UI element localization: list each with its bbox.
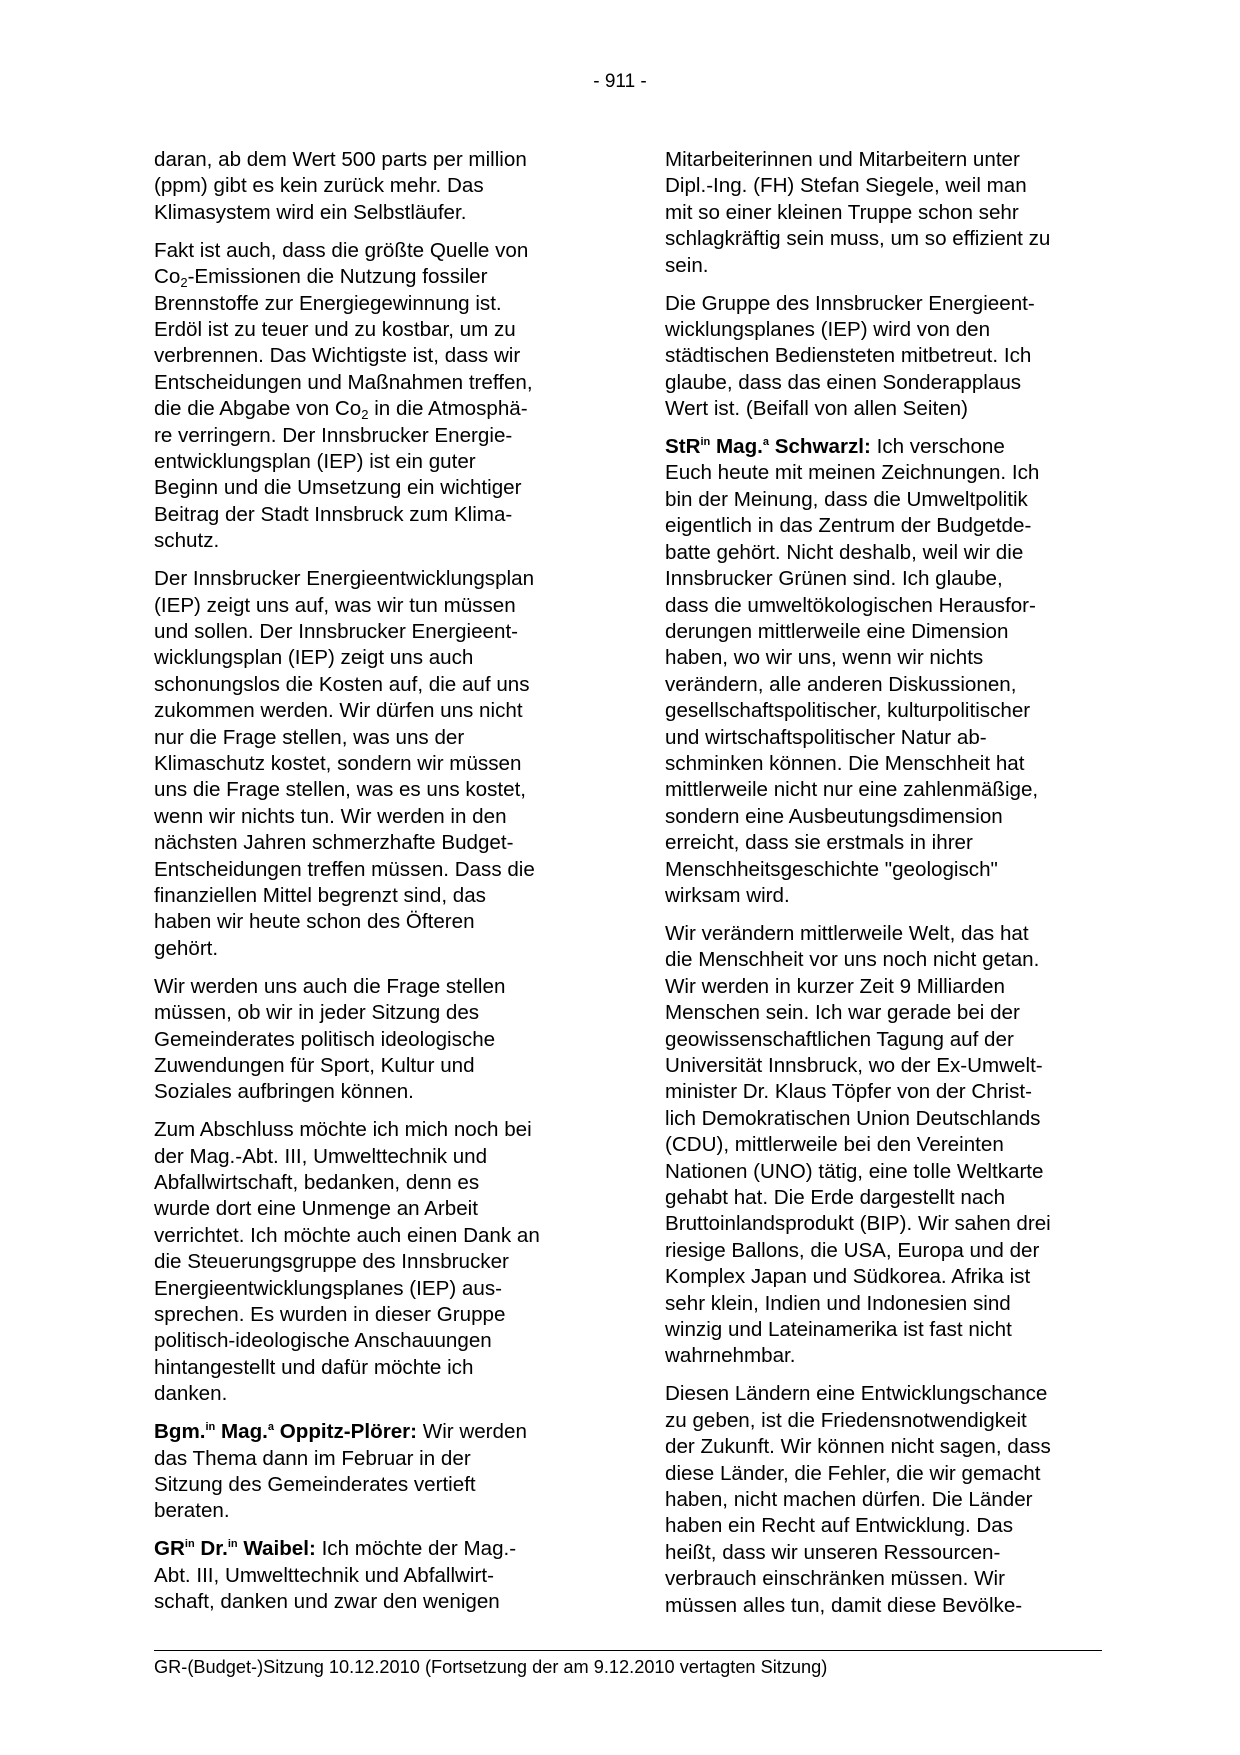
text-line: nächsten Jahren schmerzhafte Budget-: [154, 831, 514, 855]
superscript: in: [227, 1538, 238, 1551]
text-line: die Menschheit vor uns noch nicht getan.: [665, 948, 1040, 972]
text-line: wirksam wird.: [665, 883, 790, 907]
speaker-title: Bgm.: [154, 1420, 206, 1444]
text-line: (ppm) gibt es kein zurück mehr. Das: [154, 174, 484, 198]
text-line: entwicklungsplan (IEP) ist ein guter: [154, 449, 476, 473]
paragraph: [665, 1381, 1101, 1619]
text-line: verändern, alle anderen Diskussionen,: [665, 672, 1017, 696]
text-line: und sollen. Der Innsbrucker Energieent-: [154, 619, 519, 643]
text-line: batte gehört. Nicht deshalb, weil wir die: [665, 540, 1024, 564]
text-run: die die Abgabe von Co: [154, 397, 362, 421]
text-line: Die Gruppe des Innsbrucker Energieent-: [665, 291, 1035, 315]
text-line: Wir werden uns auch die Frage stellen: [154, 974, 506, 998]
text-line: wurde dort eine Unmenge an Arbeit: [154, 1197, 478, 1221]
superscript: in: [184, 1538, 195, 1551]
text-line: Klimaschutz kostet, sondern wir müssen: [154, 751, 522, 775]
superscript: a: [267, 1421, 275, 1434]
paragraph: [665, 291, 1101, 423]
page-number: - 911 -: [593, 71, 647, 92]
text-line: Entscheidungen und Maßnahmen treffen,: [154, 370, 533, 394]
text-line: Diesen Ländern eine Entwicklungschance: [665, 1382, 1048, 1406]
text-line: politisch-ideologische Anschauungen: [154, 1329, 492, 1353]
paragraph: [154, 1117, 590, 1407]
text-line: Abfallwirtschaft, bedanken, denn es: [154, 1171, 480, 1195]
text-line: Dipl.-Ing. (FH) Stefan Siegele, weil man: [665, 174, 1027, 198]
text-line: Bruttoinlandsprodukt (BIP). Wir sahen drei: [665, 1212, 1051, 1236]
text-run: Ich verschone: [870, 435, 1005, 459]
superscript: in: [205, 1421, 216, 1434]
text-line: wenn wir nichts tun. Wir werden in den: [154, 804, 507, 828]
speaker-title: Dr.: [194, 1537, 228, 1561]
text-line: schminken können. Die Menschheit hat: [665, 751, 1025, 775]
text-line: Mitarbeiterinnen und Mitarbeitern unter: [665, 148, 1020, 171]
text-run: Ich möchte der Mag.-: [315, 1537, 517, 1561]
paragraph: [154, 147, 590, 226]
text-line: Zum Abschluss möchte ich mich noch bei: [154, 1118, 532, 1142]
text-run: in die Atmosphä-: [368, 397, 528, 421]
paragraph: [665, 434, 1101, 909]
text-run: -Emissionen die Nutzung fossiler: [187, 265, 488, 289]
text-line: gesellschaftspolitischer, kulturpolitischer: [665, 699, 1031, 723]
text-line: glaube, dass das einen Sonderapplaus: [665, 370, 1022, 394]
text-line: [665, 434, 1101, 460]
text-line: mit so einer kleinen Truppe schon sehr: [665, 200, 1019, 224]
text-line: Beginn und die Umsetzung ein wichtiger: [154, 476, 522, 500]
text-line: [154, 1536, 590, 1562]
text-line: eigentlich in das Zentrum der Budgetde-: [665, 514, 1032, 538]
speaker-title: Mag.: [215, 1420, 268, 1444]
text-line: re verringern. Der Innsbrucker Energie-: [154, 423, 513, 447]
text-line: Entscheidungen treffen müssen. Dass die: [154, 857, 535, 881]
text-line: haben ein Recht auf Entwicklung. Das: [665, 1514, 1014, 1538]
text-line: Fakt ist auch, dass die größte Quelle von: [154, 238, 529, 262]
left-column: [154, 147, 590, 1627]
text-line: Wir verändern mittlerweile Welt, das hat: [665, 921, 1029, 945]
text-line: sprechen. Es wurden in dieser Gruppe: [154, 1303, 506, 1327]
co2-label: Co: [154, 265, 181, 289]
speaker-title: Mag.: [710, 435, 763, 459]
text-line: Erdöl ist zu teuer und zu kostbar, um zu: [154, 317, 516, 341]
text-line: Gemeinderates politisch ideologische: [154, 1027, 496, 1051]
text-line: danken.: [154, 1382, 228, 1406]
text-line: schonungslos die Kosten auf, die auf uns: [154, 672, 530, 696]
text-line: verrichtet. Ich möchte auch einen Dank an: [154, 1223, 540, 1247]
text-line: Sitzung des Gemeinderates vertieft: [154, 1473, 476, 1496]
text-line: Universität Innsbruck, wo der Ex-Umwelt-: [665, 1053, 1043, 1077]
paragraph: [665, 147, 1101, 279]
text-line: Wir werden in kurzer Zeit 9 Milliarden: [665, 974, 1005, 998]
text-line: Der Innsbrucker Energieentwicklungsplan: [154, 567, 535, 591]
speaker-name: [665, 435, 871, 458]
text-line: schlagkräftig sein muss, um so effizient zu: [665, 227, 1051, 251]
text-line: Beitrag der Stadt Innsbruck zum Klima-: [154, 502, 513, 526]
text-line: minister Dr. Klaus Töpfer von der Christ-: [665, 1080, 1032, 1104]
text-line: [154, 264, 590, 290]
right-column: [665, 147, 1101, 1630]
paragraph: [665, 921, 1101, 1370]
text-line: nur die Frage stellen, was uns der: [154, 725, 465, 749]
text-line: gehabt hat. Die Erde dargestellt nach: [665, 1185, 1006, 1209]
speaker-surname: Waibel:: [237, 1537, 316, 1561]
text-line: haben wir heute schon des Öfteren: [154, 910, 475, 934]
text-line: beraten.: [154, 1499, 230, 1523]
text-line: schaft, danken und zwar den wenigen: [154, 1590, 500, 1614]
text-line: sein.: [665, 253, 709, 277]
text-line: sondern eine Ausbeutungsdimension: [665, 804, 1003, 828]
text-line: städtischen Bediensteten mitbetreut. Ich: [665, 344, 1032, 368]
paragraph: [154, 974, 590, 1106]
text-line: lich Demokratischen Union Deutschlands: [665, 1106, 1041, 1130]
text-line: der Mag.-Abt. III, Umwelttechnik und: [154, 1144, 488, 1168]
paragraph: [154, 1536, 590, 1615]
text-line: Abt. III, Umwelttechnik und Abfallwirt-: [154, 1563, 494, 1587]
speaker-surname: Schwarzl:: [769, 435, 871, 459]
text-line: hintangestellt und dafür möchte ich: [154, 1355, 474, 1379]
text-line: haben, wo wir uns, wenn wir nichts: [665, 646, 984, 670]
text-line: müssen, ob wir in jeder Sitzung des: [154, 1001, 480, 1025]
text-line: wicklungsplanes (IEP) wird von den: [665, 317, 991, 341]
text-line: wicklungsplan (IEP) zeigt uns auch: [154, 646, 474, 670]
text-line: Komplex Japan und Südkorea. Afrika ist: [665, 1265, 1031, 1289]
text-line: verbrennen. Das Wichtigste ist, dass wir: [154, 344, 521, 368]
text-line: Wert ist. (Beifall von allen Seiten): [665, 397, 968, 421]
text-line: Zuwendungen für Sport, Kultur und: [154, 1053, 475, 1077]
text-line: [154, 396, 590, 422]
speaker-title: GR: [154, 1537, 185, 1561]
text-line: wahrnehmbar.: [665, 1344, 796, 1368]
text-line: zukommen werden. Wir dürfen uns nicht: [154, 699, 523, 723]
text-line: uns die Frage stellen, was es uns kostet,: [154, 778, 527, 802]
subscript: 2: [180, 275, 188, 291]
text-line: Brennstoffe zur Energiegewinnung ist.: [154, 291, 502, 315]
subscript: 2: [361, 407, 369, 423]
text-line: (CDU), mittlerweile bei den Vereinten: [665, 1133, 1004, 1157]
text-line: Innsbrucker Grünen sind. Ich glaube,: [665, 567, 1003, 591]
text-line: dass die umweltökologischen Herausfor-: [665, 593, 1036, 617]
text-line: (IEP) zeigt uns auf, was wir tun müssen: [154, 593, 516, 617]
text-line: Soziales aufbringen können.: [154, 1080, 414, 1104]
text-line: riesige Ballons, die USA, Europa und der: [665, 1238, 1040, 1262]
text-line: die Steuerungsgruppe des Innsbrucker: [154, 1250, 509, 1274]
speaker-name: [154, 1420, 417, 1443]
speaker-surname: Oppitz-Plörer:: [274, 1420, 418, 1444]
speaker-title: StR: [665, 435, 701, 459]
text-line: verbrauch einschränken müssen. Wir: [665, 1567, 1005, 1591]
text-line: [154, 1419, 590, 1445]
text-line: bin der Meinung, dass die Umweltpolitik: [665, 487, 1028, 511]
text-line: zu geben, ist die Friedensnotwendigkeit: [665, 1408, 1027, 1432]
text-line: Energieentwicklungsplanes (IEP) aus-: [154, 1276, 502, 1300]
text-line: sehr klein, Indien und Indonesien sind: [665, 1291, 1011, 1315]
text-line: und wirtschaftspolitischer Natur ab-: [665, 725, 987, 749]
text-line: Menschheitsgeschichte "geologisch": [665, 857, 998, 881]
footer-text: GR-(Budget-)Sitzung 10.12.2010 (Fortsetzung der am 9.12.2010 vertagten Sitzung): [154, 1657, 828, 1677]
text-line: winzig und Lateinamerika ist fast nicht: [665, 1317, 1012, 1341]
superscript: a: [762, 436, 770, 449]
text-line: daran, ab dem Wert 500 parts per million: [154, 148, 527, 171]
text-line: mittlerweile nicht nur eine zahlenmäßige,: [665, 778, 1039, 802]
text-run: Wir werden: [417, 1420, 527, 1444]
footer-divider: [154, 1650, 1102, 1651]
superscript: in: [700, 436, 711, 449]
text-line: haben, nicht machen dürfen. Die Länder: [665, 1487, 1033, 1511]
text-line: schutz.: [154, 529, 220, 553]
paragraph: [154, 1419, 590, 1525]
text-line: geowissenschaftlichen Tagung auf der: [665, 1027, 1014, 1051]
text-line: derungen mittlerweile eine Dimension: [665, 619, 1009, 643]
text-line: gehört.: [154, 936, 219, 960]
text-line: finanziellen Mittel begrenzt sind, das: [154, 883, 486, 907]
text-line: das Thema dann im Februar in der: [154, 1446, 471, 1470]
text-line: der Zukunft. Wir können nicht sagen, dass: [665, 1435, 1051, 1459]
paragraph: [154, 566, 590, 962]
speaker-name: [154, 1537, 316, 1560]
paragraph: [154, 238, 590, 555]
text-line: müssen alles tun, damit diese Bevölke-: [665, 1593, 1023, 1617]
text-line: Nationen (UNO) tätig, eine tolle Weltkarte: [665, 1159, 1044, 1183]
text-line: Menschen sein. Ich war gerade bei der: [665, 1001, 1020, 1025]
text-line: Euch heute mit meinen Zeichnungen. Ich: [665, 461, 1040, 485]
text-line: Klimasystem wird ein Selbstläufer.: [154, 200, 467, 224]
text-line: heißt, dass wir unseren Ressourcen-: [665, 1540, 1001, 1564]
text-line: diese Länder, die Fehler, die wir gemacht: [665, 1461, 1041, 1485]
text-line: erreicht, dass sie erstmals in ihrer: [665, 831, 973, 855]
